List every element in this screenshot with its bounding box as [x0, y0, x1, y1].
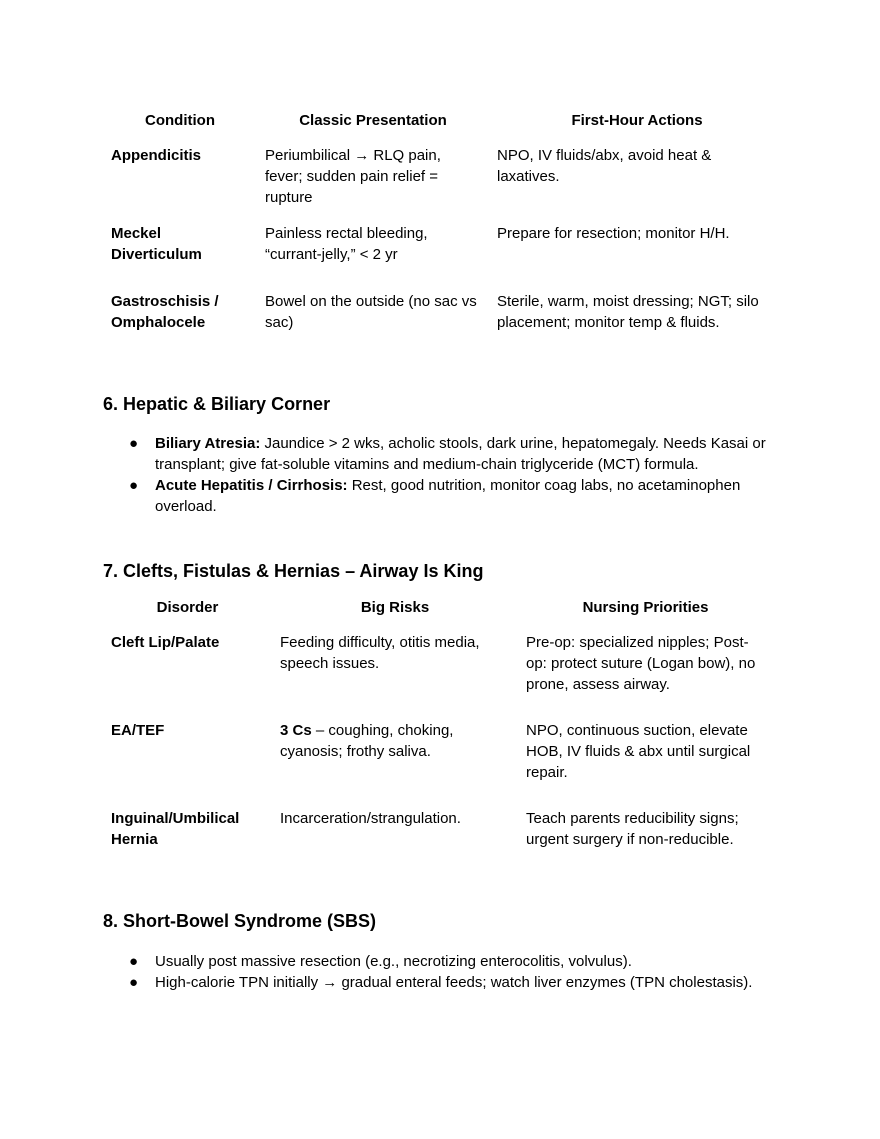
bullet-icon: ●	[129, 974, 139, 991]
table-row	[103, 632, 773, 720]
risks-cell	[272, 720, 518, 808]
risks-bold: 3 Cs	[280, 722, 312, 739]
table-header-row	[103, 110, 785, 145]
column-header: First-Hour Actions	[571, 112, 703, 129]
column-header: Condition	[145, 112, 215, 129]
list-item	[103, 433, 783, 475]
condition-cell: Appendicitis	[111, 147, 202, 164]
column-header: Big Risks	[360, 599, 430, 616]
disorder-cell: Cleft Lip/Palate	[111, 634, 220, 651]
table-row	[103, 720, 773, 808]
table-row	[103, 223, 785, 291]
section-heading: 7. Clefts, Fistulas & Hernias – Airway Is King	[103, 561, 484, 581]
conditions-table	[103, 110, 785, 348]
presentation-cell: Bowel on the outside (no sac vs sac)	[265, 293, 477, 331]
term-label: Biliary Atresia:	[155, 435, 261, 452]
condition-cell: Gastroschisis / Omphalocele	[111, 293, 219, 331]
condition-cell: Meckel Diverticulum	[111, 225, 202, 263]
bullet-list	[103, 433, 783, 517]
section-heading: 8. Short-Bowel Syndrome (SBS)	[103, 911, 377, 931]
term-label: Acute Hepatitis / Cirrhosis:	[155, 477, 348, 494]
risks-text: – coughing, choking, cyanosis; frothy saliva.	[280, 722, 454, 760]
bullet-icon: ●	[129, 953, 139, 970]
priorities-cell: Pre-op: specialized nipples; Post-op: protect suture (Logan bow), no prone, assess airway.	[526, 634, 756, 693]
risks-cell	[272, 808, 518, 865]
list-item	[103, 951, 783, 972]
presentation-cell: Periumbilical → RLQ pain, fever; sudden pain relief = rupture	[265, 147, 441, 206]
section-heading: 6. Hepatic & Biliary Corner	[103, 394, 331, 414]
risks-text: Incarceration/strangulation.	[280, 810, 461, 827]
disorders-table	[103, 597, 773, 865]
term-description: Jaundice > 2 wks, acholic stools, dark urine, hepatomegaly. Needs Kasai or transplant; give fat-soluble vitamins and medium-chain triglyceride (MCT) formula.	[155, 435, 766, 473]
table-row	[103, 808, 773, 865]
presentation-cell: Painless rectal bleeding, “currant-jelly,” < 2 yr	[265, 225, 428, 263]
column-header: Classic Presentation	[299, 112, 447, 129]
table-row	[103, 145, 785, 223]
list-item	[103, 475, 783, 517]
column-header: Nursing Priorities	[582, 599, 709, 616]
priorities-cell: NPO, continuous suction, elevate HOB, IV fluids & abx until surgical repair.	[526, 722, 751, 781]
column-header: Disorder	[156, 599, 219, 616]
list-item-text: Usually post massive resection (e.g., necrotizing enterocolitis, volvulus).	[155, 953, 632, 970]
term-description: Rest, good nutrition, monitor coag labs, no acetaminophen overload.	[155, 477, 741, 515]
bullet-list	[103, 951, 783, 993]
list-item	[103, 972, 783, 993]
risks-cell	[272, 632, 518, 720]
actions-cell: Sterile, warm, moist dressing; NGT; silo placement; monitor temp & fluids.	[497, 293, 759, 331]
list-item-text: High-calorie TPN initially → gradual enteral feeds; watch liver enzymes (TPN cholestasis).	[155, 974, 753, 991]
table-header-row	[103, 597, 773, 632]
disorder-cell: Inguinal/Umbilical Hernia	[111, 810, 240, 848]
table-row	[103, 291, 785, 348]
actions-cell: Prepare for resection; monitor H/H.	[497, 225, 730, 242]
priorities-cell: Teach parents reducibility signs; urgent surgery if non-reducible.	[526, 810, 739, 848]
bullet-icon: ●	[129, 477, 139, 494]
disorder-cell: EA/TEF	[111, 722, 165, 739]
risks-text: Feeding difficulty, otitis media, speech issues.	[280, 634, 480, 672]
actions-cell: NPO, IV fluids/abx, avoid heat & laxatives.	[497, 147, 712, 185]
bullet-icon: ●	[129, 435, 139, 452]
